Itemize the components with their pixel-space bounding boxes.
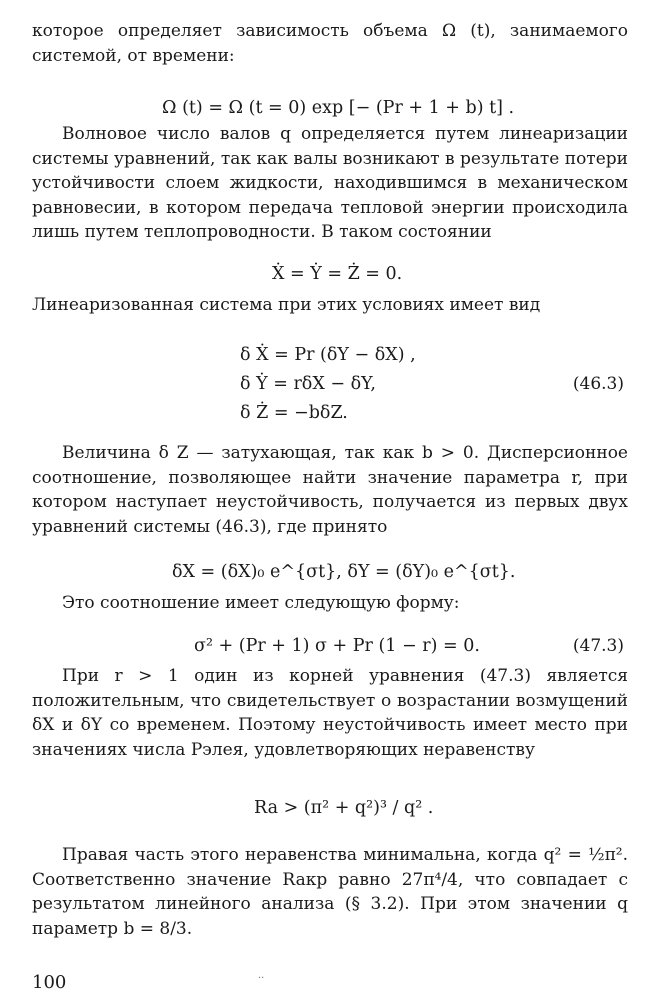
paragraph-4: Величина δ Z — затухающая, так как b > 0. Дисперсионное соотношение, позволяющее найти значение параметра r, при котором наступает неустойчивость, получается из первых двух уравнений системы (46.3), где принято — [32, 443, 628, 537]
system-line-1: δ Ẋ = Pr (δY − δX) , — [240, 345, 416, 365]
equation-equilibrium-text: Ẋ = Ẏ = Ż = 0. — [272, 264, 403, 284]
system-line-3: δ Ż = −bδZ. — [240, 403, 348, 423]
equation-omega-text: Ω (t) = Ω (t = 0) exp [− (Pr + 1 + b) t] . — [162, 98, 515, 118]
system-line-2: δ Ẏ = rδX − δY, — [240, 374, 376, 394]
paragraph-3: Линеаризованная система при этих условиях имеет вид — [32, 295, 541, 315]
equation-number-47-3: (47.3) — [572, 636, 624, 656]
equation-system-46-3 — [32, 343, 628, 423]
paragraph-7: Правая часть этого неравенства минимальна, когда q² = ½π². Соответственно значение Raкр равно 27π⁴/4, что совпадает с результатом линейного анализа (§ 3.2). При этом значении q параметр b = 8/3. — [32, 845, 628, 939]
paragraph-5: Это соотношение имеет следующую форму: — [62, 593, 460, 613]
equation-dispersion-text: σ² + (Pr + 1) σ + Pr (1 − r) = 0. — [194, 636, 480, 656]
equation-perturbations-text: δX = (δX)₀ e^{σt}, δY = (δY)₀ e^{σt}. — [172, 562, 516, 582]
paragraph-1: которое определяет зависимость объема Ω (t), занимаемого системой, от времени: — [32, 21, 628, 66]
page-number: 100 — [32, 972, 67, 993]
equation-rayleigh-text: Ra > (π² + q²)³ / q² . — [254, 798, 434, 818]
paragraph-6: При r > 1 один из корней уравнения (47.3) является положительным, что свидетельствует о возрастании возмущений δX и δY со временем. Поэтому неустойчивость имеет место при значениях числа Рэлея, удовлетворяющих неравенству — [32, 666, 628, 760]
paragraph-2: Волновое число валов q определяется путем линеаризации системы уравнений, так как валы возникают в результате потери устойчивости слоем жидкости, находившимся в механическом равновесии, в котором передача тепловой энергии происходила лишь путем теплопроводности. В таком состоянии — [32, 124, 628, 242]
equation-number-46-3: (46.3) — [572, 374, 624, 394]
footer-mark: ·· — [258, 973, 265, 984]
